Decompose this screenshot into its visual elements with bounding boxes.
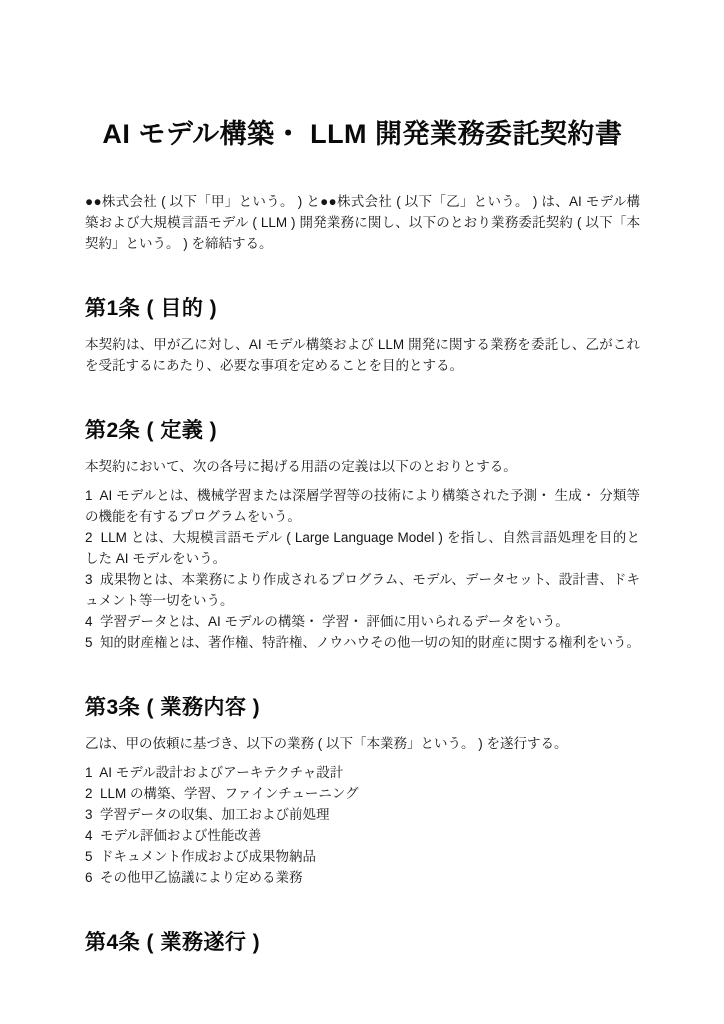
task-item: 4 モデル評価および性能改善 — [85, 828, 262, 843]
contract-preamble: ●●株式会社 ( 以下「甲」という。 ) と●●株式会社 ( 以下「乙」という。 ) は、AI モデル構築および大規模言語モデル ( LLM ) 開発業務に関し、以下のとおり業務委託契約 ( 以下「本契約」という。 ) を締結する。 — [85, 194, 640, 251]
task-item: 1 AI モデル設計およびアーキテクチャ設計 — [85, 765, 344, 780]
definition-item: 1 AI モデルとは、機械学習または深層学習等の技術により構築された予測・ 生成・ 分類等の機能を有するプログラムをいう。 — [85, 488, 640, 524]
article-3-section — [85, 691, 640, 888]
article-3-task-list — [85, 762, 640, 888]
article-4-heading: 第4条 ( 業務遂行 ) — [85, 931, 261, 954]
article-4-section — [85, 926, 640, 956]
article-1-heading: 第1条 ( 目的 ) — [85, 297, 218, 320]
document-title: AI モデル構築・ LLM 開発業務委託契約書 — [102, 119, 623, 149]
article-1-section — [85, 292, 640, 376]
article-1-body: 本契約は、甲が乙に対し、AI モデル構築および LLM 開発に関する業務を委託し、乙がこれを受託するにあたり、必要な事項を定めることを目的とする。 — [85, 337, 640, 373]
article-2-body: 本契約において、次の各号に掲げる用語の定義は以下のとおりとする。 — [85, 459, 517, 474]
definition-item: 4 学習データとは、AI モデルの構築・ 学習・ 評価に用いられるデータをいう。 — [85, 614, 569, 629]
task-item: 2 LLM の構築、学習、ファインチューニング — [85, 786, 359, 801]
article-3-heading: 第3条 ( 業務内容 ) — [85, 696, 261, 719]
definition-item: 2 LLM とは、大規模言語モデル ( Large Language Model ) を指し、自然言語処理を目的とした AI モデルをいう。 — [85, 530, 640, 566]
definition-item: 3 成果物とは、本業務により作成されるプログラム、モデル、データセット、設計書、ドキュメント等一切をいう。 — [85, 572, 640, 608]
definition-item: 5 知的財産権とは、著作権、特許権、ノウハウその他一切の知的財産に関する権利をいう。 — [85, 635, 641, 650]
task-item: 5 ドキュメント作成および成果物納品 — [85, 849, 317, 864]
article-2-heading: 第2条 ( 定義 ) — [85, 419, 218, 442]
article-2-definition-list — [85, 485, 640, 653]
article-3-body: 乙は、甲の依頼に基づき、以下の業務 ( 以下「本業務」という。 ) を遂行する。 — [85, 736, 568, 751]
task-item: 6 その他甲乙協議により定める業務 — [85, 870, 303, 885]
task-item: 3 学習データの収集、加工および前処理 — [85, 807, 330, 822]
article-2-section — [85, 414, 640, 653]
